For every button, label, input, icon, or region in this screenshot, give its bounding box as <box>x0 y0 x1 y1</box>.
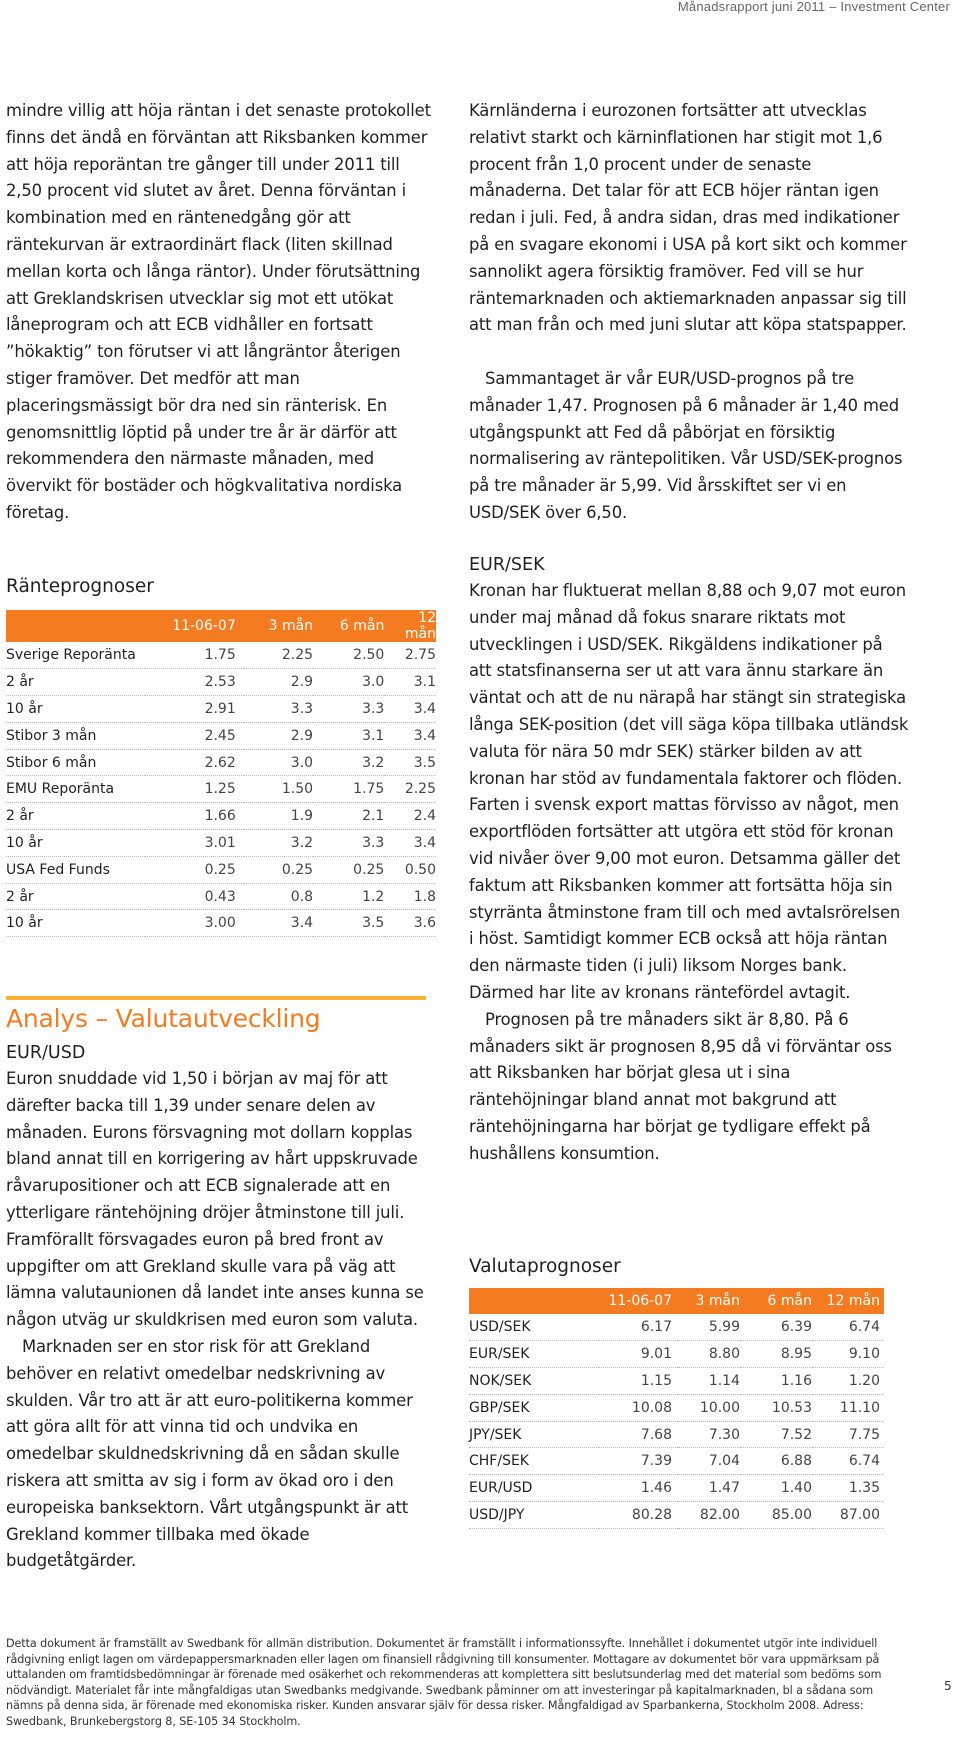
fx-table-cell: 8.80 <box>678 1341 740 1368</box>
fx-table-cell: 1.47 <box>678 1475 740 1502</box>
fx-table-cell: 10.00 <box>678 1394 740 1421</box>
rates-table-row-label: 10 år <box>6 830 145 857</box>
left-intro-paragraph: mindre villig att höja räntan i det senaste protokollet finns det ändå en förväntan att Riksbanken kommer att höja reporäntan tre gånger till under 2011 till 2,50 procent vid slutet av året. Denna förväntan i kombination med en räntenedgång gör att räntekurvan är extraordinärt flack (liten skillnad mellan korta och långa räntor). Under förutsättning att Greklandskrisen utvecklar sig mot ett utökat låneprogram och att ECB vidhåller en fortsatt ”hökaktig” ton förutser vi att långräntor återigen stiger framöver. Det medför att man placeringsmässigt bör dra ned sin ränterisk. En genomsnittlig löptid på under tre år är därför att rekommendera den närmaste månaden, med övervikt för bostäder och högkvalitativa nordiska företag. <box>6 101 431 522</box>
rates-table-cell: 3.4 <box>244 910 313 937</box>
rates-table-row <box>6 749 436 776</box>
rates-table-cell: 3.00 <box>145 910 244 937</box>
fx-table-row-label: CHF/SEK <box>469 1448 599 1475</box>
rates-table-cell: 1.2 <box>313 883 384 910</box>
rates-table-cell: 3.2 <box>244 830 313 857</box>
fx-table-cell: 1.14 <box>678 1368 740 1395</box>
rates-table-cell: 3.3 <box>313 696 384 723</box>
rates-table-cell: 3.1 <box>313 722 384 749</box>
fx-table-cell: 6.17 <box>599 1314 678 1341</box>
rates-table-cell: 1.75 <box>313 776 384 803</box>
report-header: Månadsrapport juni 2011 – Investment Center <box>677 0 950 14</box>
fx-table-row <box>469 1341 884 1368</box>
rates-table-row <box>6 856 436 883</box>
eursek-paragraph-2: Prognosen på tre månaders sikt är 8,80. På 6 månaders sikt är prognosen 8,95 då vi förväntar oss att Riksbanken har börjat glesa ut i sina räntehöjningar bland annat mot bakgrund att räntehöjningarna har börjat ge tydligare effekt på hushållens konsumtion. <box>469 1009 892 1163</box>
rates-table-cell: 2.53 <box>145 669 244 696</box>
fx-table-row-label: JPY/SEK <box>469 1421 599 1448</box>
rates-table-row <box>6 803 436 830</box>
fx-table-cell: 6.74 <box>812 1314 884 1341</box>
rates-table-cell: 0.25 <box>145 856 244 883</box>
fx-table-cell: 82.00 <box>678 1502 740 1529</box>
fx-table-cell: 5.99 <box>678 1314 740 1341</box>
rates-header-date: 11-06-07 <box>145 610 244 642</box>
rates-table-cell: 3.6 <box>384 910 436 937</box>
rates-table-cell: 0.25 <box>244 856 313 883</box>
rates-table-row-label: EMU Reporänta <box>6 776 145 803</box>
fx-table-cell: 6.88 <box>740 1448 812 1475</box>
rates-table-cell: 0.43 <box>145 883 244 910</box>
fx-table-row-label: USD/JPY <box>469 1502 599 1529</box>
fx-table-cell: 7.04 <box>678 1448 740 1475</box>
rates-table-row-label: Sverige Reporänta <box>6 642 145 669</box>
rates-table-cell: 3.3 <box>244 696 313 723</box>
eurusd-block <box>6 1040 436 1575</box>
fx-table-cell: 6.74 <box>812 1448 884 1475</box>
right-intro-paragraph-2: Sammantaget är vår EUR/USD-prognos på tre månader 1,47. Prognosen på 6 månader är 1,40 med utgångspunkt att Fed då påbörjat en försiktig normalisering av räntepolitiken. Vår USD/SEK-prognos på tre månader är 5,99. Vid årsskiftet ser vi en USD/SEK över 6,50. <box>469 369 903 522</box>
fx-table-cell: 85.00 <box>740 1502 812 1529</box>
rates-table-cell: 3.3 <box>313 830 384 857</box>
eursek-heading: EUR/SEK <box>469 555 545 575</box>
fx-table-cell: 7.30 <box>678 1421 740 1448</box>
fx-table-row-label: EUR/SEK <box>469 1341 599 1368</box>
fx-table-cell: 1.40 <box>740 1475 812 1502</box>
rates-table-cell: 3.0 <box>313 669 384 696</box>
rates-table-cell: 1.75 <box>145 642 244 669</box>
rates-table-cell: 3.5 <box>384 749 436 776</box>
analysis-section-title: Analys – Valutautveckling <box>6 1004 321 1033</box>
rates-table-row-label: 2 år <box>6 669 145 696</box>
fx-table-cell: 9.10 <box>812 1341 884 1368</box>
fx-table <box>469 1288 884 1529</box>
fx-table-cell: 7.39 <box>599 1448 678 1475</box>
fx-table-cell: 7.68 <box>599 1421 678 1448</box>
rates-table-row <box>6 642 436 669</box>
rates-table-cell: 2.1 <box>313 803 384 830</box>
rates-table-cell: 2.91 <box>145 696 244 723</box>
rates-table-row <box>6 776 436 803</box>
rates-table-cell: 3.4 <box>384 696 436 723</box>
rates-table-cell: 2.25 <box>244 642 313 669</box>
fx-table-header-row <box>469 1288 884 1314</box>
rates-header-label <box>6 610 145 642</box>
rates-table-row-label: 2 år <box>6 803 145 830</box>
rates-table-cell: 1.8 <box>384 883 436 910</box>
fx-table-row <box>469 1394 884 1421</box>
rates-table-row-label: USA Fed Funds <box>6 856 145 883</box>
fx-table-row-label: EUR/USD <box>469 1475 599 1502</box>
fx-header-6m: 6 mån <box>740 1288 812 1314</box>
rates-table-cell: 3.2 <box>313 749 384 776</box>
rates-table-cell: 1.9 <box>244 803 313 830</box>
fx-table-cell: 1.16 <box>740 1368 812 1395</box>
fx-table-cell: 7.75 <box>812 1421 884 1448</box>
rates-table-cell: 3.5 <box>313 910 384 937</box>
rates-table-cell: 2.50 <box>313 642 384 669</box>
fx-table-row <box>469 1314 884 1341</box>
rates-table-row <box>6 910 436 937</box>
rates-table-cell: 3.01 <box>145 830 244 857</box>
fx-table-cell: 7.52 <box>740 1421 812 1448</box>
fx-table-cell: 87.00 <box>812 1502 884 1529</box>
fx-header-3m: 3 mån <box>678 1288 740 1314</box>
rates-table-cell: 1.25 <box>145 776 244 803</box>
fx-table-cell: 6.39 <box>740 1314 812 1341</box>
rates-header-12m: 12 mån <box>384 610 436 642</box>
fx-table-row-label: GBP/SEK <box>469 1394 599 1421</box>
right-intro-paragraph-1: Kärnländerna i eurozonen fortsätter att utvecklas relativt starkt och kärninflationen har stigit mot 1,6 procent från 1,0 procent under de senaste månaderna. Det talar för att ECB höjer räntan igen redan i juli. Fed, å andra sidan, dras med indikationer på en svagare ekonomi i USA på kort sikt och kommer sannolikt agera försiktig framöver. Fed vill se hur räntemarknaden och aktiemarknaden anpassar sig till att man från och med juni slutar att köpa statspapper. <box>469 101 907 335</box>
rates-table-cell: 0.50 <box>384 856 436 883</box>
fx-forecast-block <box>469 1256 899 1529</box>
eursek-block <box>469 552 909 1168</box>
rates-header-3m: 3 mån <box>244 610 313 642</box>
fx-table-title: Valutaprognoser <box>469 1256 621 1277</box>
eursek-paragraph-1: Kronan har fluktuerat mellan 8,88 och 9,07 mot euron under maj månad då fokus snarare riktats mot utvecklingen i USD/SEK. Rikgäldens indikationer på att statsfinanserna ser ut att vara ännu starkare än väntat och att de nu närapå har stängt sin strategiska långa SEK-position (det vill säga köpa tillbaka utländsk valuta för nära 50 mdr SEK) stärker bilden av att kronan har stöd av fundamentala faktorer och flöden. Farten i svensk export mattas förvisso av något, men exportflöden fortsätter att utgöra ett stöd för kronan vid nivåer över 9,00 mot euron. Detsamma gäller det faktum att Riksbanken kommer att fortsätta höja sin styrränta åtminstone fram till och med avtalsrörelsen i höst. Samtidigt kommer ECB också att höja räntan den närmaste tiden (i juli) liksom Norges bank. Därmed har lite av kronans räntefördel avtagit. <box>469 581 909 1002</box>
fx-table-cell: 8.95 <box>740 1341 812 1368</box>
legal-disclaimer: Detta dokument är framställt av Swedbank för allmän distribution. Dokumentet är framställt i informationssyfte. Innehållet i dokumentet utgör inte individuell rådgivning enligt lagen om värdepappersmarknaden eller lagen om finansiell rådgivning till konsumenter. Mottagare av dokumentet bör vara uppmärksam på uttalanden om framtidsbedömningar är förenade med osäkerhet och rekommenderas att komplettera sitt beslutsunderlag med det material som bedöms som nödvändigt. Materialet får inte mångfaldigas utan Swedbanks medgivande. Swedbank påminner om att investeringar på kapitalmarknaden, bl a sådana som nämns på denna sida, är förenade med ekonomiska risker. Kunden ansvarar själv för dessa risker. Mångfaldigad av Sparbankerna, Stockholm 2008. Adress: Swedbank, Brunkebergstorg 8, SE-105 34 Stockholm. <box>6 1637 882 1728</box>
page-number: 5 <box>944 1679 952 1693</box>
rates-table-row <box>6 883 436 910</box>
rates-table-cell: 3.0 <box>244 749 313 776</box>
rates-header-6m: 6 mån <box>313 610 384 642</box>
rates-table-row-label: 10 år <box>6 910 145 937</box>
rates-table-cell: 3.1 <box>384 669 436 696</box>
rates-table-cell: 1.66 <box>145 803 244 830</box>
fx-table-cell: 10.08 <box>599 1394 678 1421</box>
section-divider <box>6 996 426 1000</box>
rates-table-row <box>6 722 436 749</box>
rates-table <box>6 610 436 937</box>
fx-header-label <box>469 1288 599 1314</box>
fx-table-cell: 1.20 <box>812 1368 884 1395</box>
fx-table-row-label: NOK/SEK <box>469 1368 599 1395</box>
rates-table-cell: 0.8 <box>244 883 313 910</box>
rates-table-cell: 2.25 <box>384 776 436 803</box>
fx-table-row <box>469 1475 884 1502</box>
fx-table-cell: 10.53 <box>740 1394 812 1421</box>
rates-table-cell: 0.25 <box>313 856 384 883</box>
rates-table-cell: 1.50 <box>244 776 313 803</box>
rates-table-cell: 2.9 <box>244 722 313 749</box>
rates-table-cell: 2.9 <box>244 669 313 696</box>
fx-table-cell: 1.35 <box>812 1475 884 1502</box>
eurusd-heading: EUR/USD <box>6 1043 86 1063</box>
rates-table-cell: 3.4 <box>384 830 436 857</box>
rates-table-row <box>6 830 436 857</box>
fx-header-12m: 12 mån <box>812 1288 884 1314</box>
fx-table-cell: 9.01 <box>599 1341 678 1368</box>
rates-table-title: Ränteprognoser <box>6 576 154 597</box>
rates-table-cell: 2.75 <box>384 642 436 669</box>
rates-table-row-label: Stibor 6 mån <box>6 749 145 776</box>
rates-table-row-label: 10 år <box>6 696 145 723</box>
fx-table-cell: 1.46 <box>599 1475 678 1502</box>
fx-table-row <box>469 1421 884 1448</box>
rates-table-row-label: Stibor 3 mån <box>6 722 145 749</box>
fx-table-row <box>469 1502 884 1529</box>
rates-table-cell: 3.4 <box>384 722 436 749</box>
fx-table-row <box>469 1368 884 1395</box>
rates-forecast-block <box>6 576 436 937</box>
rates-table-row-label: 2 år <box>6 883 145 910</box>
rates-table-cell: 2.62 <box>145 749 244 776</box>
fx-table-cell: 80.28 <box>599 1502 678 1529</box>
eurusd-paragraph-2: Marknaden ser en stor risk för att Grekland behöver en relativt omedelbar nedskrivning av skulden. Vår tro att är att euro-politikerna kommer att göra allt för att vinna tid och undvika en omedelbar skuldnedskrivning då en sådan skulle riskera att smitta av sig i form av ökad oro i den europeiska banksektorn. Vårt utgångspunkt är att Grekland kommer tillbaka med ökade budgetåtgärder. <box>6 1336 413 1571</box>
rates-table-cell: 2.45 <box>145 722 244 749</box>
rates-table-cell: 2.4 <box>384 803 436 830</box>
fx-table-row-label: USD/SEK <box>469 1314 599 1341</box>
fx-table-cell: 11.10 <box>812 1394 884 1421</box>
rates-table-header-row <box>6 610 436 642</box>
fx-table-cell: 1.15 <box>599 1368 678 1395</box>
fx-table-row <box>469 1448 884 1475</box>
rates-table-row <box>6 669 436 696</box>
eurusd-paragraph-1: Euron snuddade vid 1,50 i början av maj för att därefter backa till 1,39 under senare delen av månaden. Eurons försvagning mot dollarn kopplas bland annat till en korrigering av hårt uppskruvade råvarupositioner och att ECB signalerade att en ytterligare räntehöjning dröjer åtminstone till juli. Framförallt försvagades euron på bred front av uppgifter om att Grekland skulle vara på väg att lämna valutaunionen då landet inte anses kunna se någon utväg ur skuldkrisen med euron som valuta. <box>6 1069 424 1330</box>
rates-table-row <box>6 696 436 723</box>
fx-header-date: 11-06-07 <box>599 1288 678 1314</box>
